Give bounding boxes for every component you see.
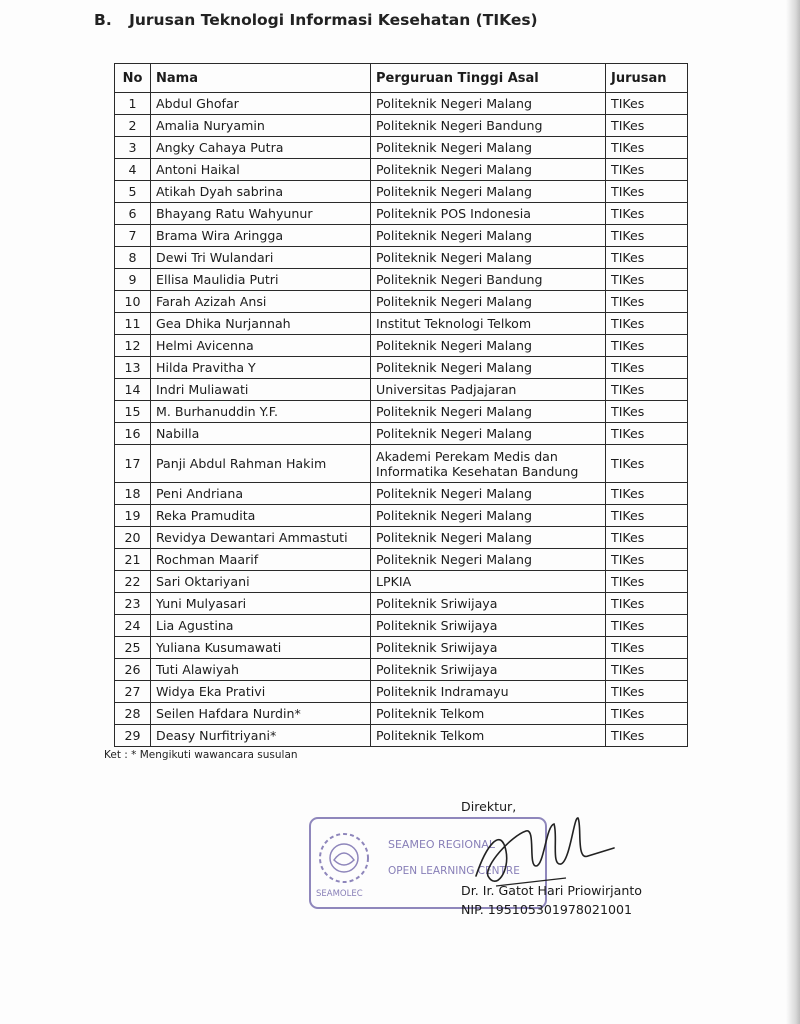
- participant-table: [114, 63, 688, 747]
- table-row: [115, 725, 688, 747]
- footnote: Ket : * Mengikuti wawancara susulan: [104, 749, 298, 761]
- cell-jurusan: TIKes: [606, 181, 688, 203]
- cell-nama: Brama Wira Aringga: [151, 225, 371, 247]
- cell-nama: Yuni Mulyasari: [151, 593, 371, 615]
- cell-no: 20: [115, 527, 151, 549]
- table-header-row: [115, 64, 688, 93]
- cell-jurusan: TIKes: [606, 571, 688, 593]
- table-row: [115, 335, 688, 357]
- table-row: [115, 357, 688, 379]
- cell-no: 10: [115, 291, 151, 313]
- table-row: [115, 269, 688, 291]
- cell-perguruan-tinggi: Politeknik Negeri Malang: [371, 527, 606, 549]
- cell-perguruan-tinggi: Politeknik Sriwijaya: [371, 637, 606, 659]
- cell-nama: Rochman Maarif: [151, 549, 371, 571]
- table-row: [115, 593, 688, 615]
- cell-no: 19: [115, 505, 151, 527]
- cell-jurusan: TIKes: [606, 247, 688, 269]
- section-label: B.: [94, 11, 112, 29]
- cell-jurusan: TIKes: [606, 313, 688, 335]
- cell-no: 21: [115, 549, 151, 571]
- cell-perguruan-tinggi: Politeknik Negeri Malang: [371, 225, 606, 247]
- cell-perguruan-tinggi: Politeknik Negeri Malang: [371, 335, 606, 357]
- cell-no: 28: [115, 703, 151, 725]
- table-row: [115, 137, 688, 159]
- cell-no: 24: [115, 615, 151, 637]
- table-row: [115, 549, 688, 571]
- cell-no: 4: [115, 159, 151, 181]
- table-row: [115, 505, 688, 527]
- header-no: No: [115, 64, 151, 93]
- cell-no: 8: [115, 247, 151, 269]
- cell-perguruan-tinggi: Politeknik Negeri Malang: [371, 181, 606, 203]
- cell-nama: Seilen Hafdara Nurdin*: [151, 703, 371, 725]
- cell-nama: Angky Cahaya Putra: [151, 137, 371, 159]
- table-row: [115, 423, 688, 445]
- cell-perguruan-tinggi: Politeknik Negeri Malang: [371, 549, 606, 571]
- cell-nama: Helmi Avicenna: [151, 335, 371, 357]
- cell-nama: Lia Agustina: [151, 615, 371, 637]
- cell-no: 3: [115, 137, 151, 159]
- cell-nama: Tuti Alawiyah: [151, 659, 371, 681]
- cell-nama: Farah Azizah Ansi: [151, 291, 371, 313]
- cell-jurusan: TIKes: [606, 615, 688, 637]
- cell-perguruan-tinggi: Politeknik Sriwijaya: [371, 593, 606, 615]
- cell-nama: Hilda Pravitha Y: [151, 357, 371, 379]
- section-heading: [94, 11, 538, 29]
- cell-jurusan: TIKes: [606, 505, 688, 527]
- cell-nama: Revidya Dewantari Ammastuti: [151, 527, 371, 549]
- cell-perguruan-tinggi: Politeknik Sriwijaya: [371, 659, 606, 681]
- table-row: [115, 681, 688, 703]
- cell-jurusan: TIKes: [606, 549, 688, 571]
- seamolec-logo-icon: [320, 834, 368, 882]
- cell-nama: M. Burhanuddin Y.F.: [151, 401, 371, 423]
- stamp-line-2: OPEN LEARNING CENTRE: [388, 865, 520, 877]
- header-jurusan: Jurusan: [606, 64, 688, 93]
- cell-jurusan: TIKes: [606, 527, 688, 549]
- cell-jurusan: TIKes: [606, 335, 688, 357]
- cell-perguruan-tinggi: Politeknik Negeri Malang: [371, 159, 606, 181]
- cell-jurusan: TIKes: [606, 115, 688, 137]
- cell-no: 22: [115, 571, 151, 593]
- cell-perguruan-tinggi: Politeknik Negeri Bandung: [371, 269, 606, 291]
- cell-nama: Reka Pramudita: [151, 505, 371, 527]
- cell-no: 6: [115, 203, 151, 225]
- cell-jurusan: TIKes: [606, 659, 688, 681]
- cell-jurusan: TIKes: [606, 703, 688, 725]
- cell-jurusan: TIKes: [606, 379, 688, 401]
- cell-perguruan-tinggi: Politeknik Negeri Bandung: [371, 115, 606, 137]
- signatory-name: Dr. Ir. Gatot Hari Priowirjanto: [461, 883, 642, 898]
- cell-jurusan: TIKes: [606, 483, 688, 505]
- signatory-title: Direktur,: [461, 799, 517, 814]
- cell-perguruan-tinggi: Politeknik Negeri Malang: [371, 291, 606, 313]
- cell-nama: Abdul Ghofar: [151, 93, 371, 115]
- cell-no: 17: [115, 445, 151, 483]
- cell-jurusan: TIKes: [606, 203, 688, 225]
- cell-jurusan: TIKes: [606, 93, 688, 115]
- cell-no: 23: [115, 593, 151, 615]
- cell-jurusan: TIKes: [606, 291, 688, 313]
- cell-nama: Panji Abdul Rahman Hakim: [151, 445, 371, 483]
- table-row: [115, 703, 688, 725]
- cell-no: 9: [115, 269, 151, 291]
- table-row: [115, 571, 688, 593]
- cell-no: 27: [115, 681, 151, 703]
- cell-perguruan-tinggi: Politeknik Negeri Malang: [371, 137, 606, 159]
- table-row: [115, 637, 688, 659]
- cell-nama: Antoni Haikal: [151, 159, 371, 181]
- cell-jurusan: TIKes: [606, 269, 688, 291]
- cell-no: 5: [115, 181, 151, 203]
- page-edge-shadow: [786, 0, 800, 1024]
- cell-perguruan-tinggi: Politeknik POS Indonesia: [371, 203, 606, 225]
- table-row: [115, 115, 688, 137]
- cell-no: 15: [115, 401, 151, 423]
- cell-perguruan-tinggi: LPKIA: [371, 571, 606, 593]
- table-row: [115, 445, 688, 483]
- cell-no: 12: [115, 335, 151, 357]
- table-row: [115, 401, 688, 423]
- header-nama: Nama: [151, 64, 371, 93]
- stamp-line-1: SEAMEO REGIONAL: [388, 838, 495, 851]
- cell-perguruan-tinggi: Politeknik Telkom: [371, 725, 606, 747]
- cell-jurusan: TIKes: [606, 159, 688, 181]
- cell-perguruan-tinggi: Politeknik Negeri Malang: [371, 483, 606, 505]
- cell-perguruan-tinggi: Universitas Padjajaran: [371, 379, 606, 401]
- table-body: [115, 93, 688, 747]
- table-row: [115, 379, 688, 401]
- table-row: [115, 527, 688, 549]
- cell-nama: Ellisa Maulidia Putri: [151, 269, 371, 291]
- cell-no: 1: [115, 93, 151, 115]
- cell-no: 26: [115, 659, 151, 681]
- cell-no: 2: [115, 115, 151, 137]
- cell-no: 13: [115, 357, 151, 379]
- cell-no: 14: [115, 379, 151, 401]
- cell-jurusan: TIKes: [606, 725, 688, 747]
- section-title: Jurusan Teknologi Informasi Kesehatan (TIKes): [129, 11, 538, 29]
- cell-perguruan-tinggi: Politeknik Negeri Malang: [371, 401, 606, 423]
- cell-nama: Bhayang Ratu Wahyunur: [151, 203, 371, 225]
- cell-nama: Gea Dhika Nurjannah: [151, 313, 371, 335]
- cell-no: 25: [115, 637, 151, 659]
- cell-perguruan-tinggi: Politeknik Sriwijaya: [371, 615, 606, 637]
- header-perguruan-tinggi: Perguruan Tinggi Asal: [371, 64, 606, 93]
- cell-nama: Indri Muliawati: [151, 379, 371, 401]
- table-row: [115, 615, 688, 637]
- cell-jurusan: TIKes: [606, 357, 688, 379]
- cell-no: 18: [115, 483, 151, 505]
- stamp-logo-text: SEAMOLEC: [316, 889, 363, 899]
- cell-perguruan-tinggi: Politeknik Negeri Malang: [371, 505, 606, 527]
- cell-jurusan: TIKes: [606, 401, 688, 423]
- cell-nama: Peni Andriana: [151, 483, 371, 505]
- cell-jurusan: TIKes: [606, 637, 688, 659]
- cell-perguruan-tinggi: Politeknik Negeri Malang: [371, 247, 606, 269]
- table-row: [115, 225, 688, 247]
- table-row: [115, 313, 688, 335]
- cell-no: 16: [115, 423, 151, 445]
- table-row: [115, 659, 688, 681]
- cell-nama: Deasy Nurfitriyani*: [151, 725, 371, 747]
- cell-nama: Amalia Nuryamin: [151, 115, 371, 137]
- cell-perguruan-tinggi: Politeknik Negeri Malang: [371, 423, 606, 445]
- cell-nama: Dewi Tri Wulandari: [151, 247, 371, 269]
- cell-no: 29: [115, 725, 151, 747]
- cell-no: 11: [115, 313, 151, 335]
- signatory-nip: NIP. 195105301978021001: [461, 902, 632, 917]
- cell-nama: Yuliana Kusumawati: [151, 637, 371, 659]
- table-row: [115, 483, 688, 505]
- cell-nama: Sari Oktariyani: [151, 571, 371, 593]
- cell-perguruan-tinggi: Politeknik Telkom: [371, 703, 606, 725]
- table-row: [115, 181, 688, 203]
- cell-perguruan-tinggi: Politeknik Indramayu: [371, 681, 606, 703]
- table-row: [115, 93, 688, 115]
- cell-perguruan-tinggi: Akademi Perekam Medis dan Informatika Kesehatan Bandung: [371, 445, 606, 483]
- table-row: [115, 159, 688, 181]
- cell-nama: Widya Eka Prativi: [151, 681, 371, 703]
- cell-jurusan: TIKes: [606, 423, 688, 445]
- table-row: [115, 247, 688, 269]
- cell-jurusan: TIKes: [606, 225, 688, 247]
- cell-perguruan-tinggi: Institut Teknologi Telkom: [371, 313, 606, 335]
- cell-nama: Nabilla: [151, 423, 371, 445]
- cell-jurusan: TIKes: [606, 593, 688, 615]
- table-row: [115, 291, 688, 313]
- cell-perguruan-tinggi: Politeknik Negeri Malang: [371, 93, 606, 115]
- cell-perguruan-tinggi: Politeknik Negeri Malang: [371, 357, 606, 379]
- cell-jurusan: TIKes: [606, 681, 688, 703]
- cell-no: 7: [115, 225, 151, 247]
- cell-nama: Atikah Dyah sabrina: [151, 181, 371, 203]
- cell-jurusan: TIKes: [606, 137, 688, 159]
- table-row: [115, 203, 688, 225]
- cell-jurusan: TIKes: [606, 445, 688, 483]
